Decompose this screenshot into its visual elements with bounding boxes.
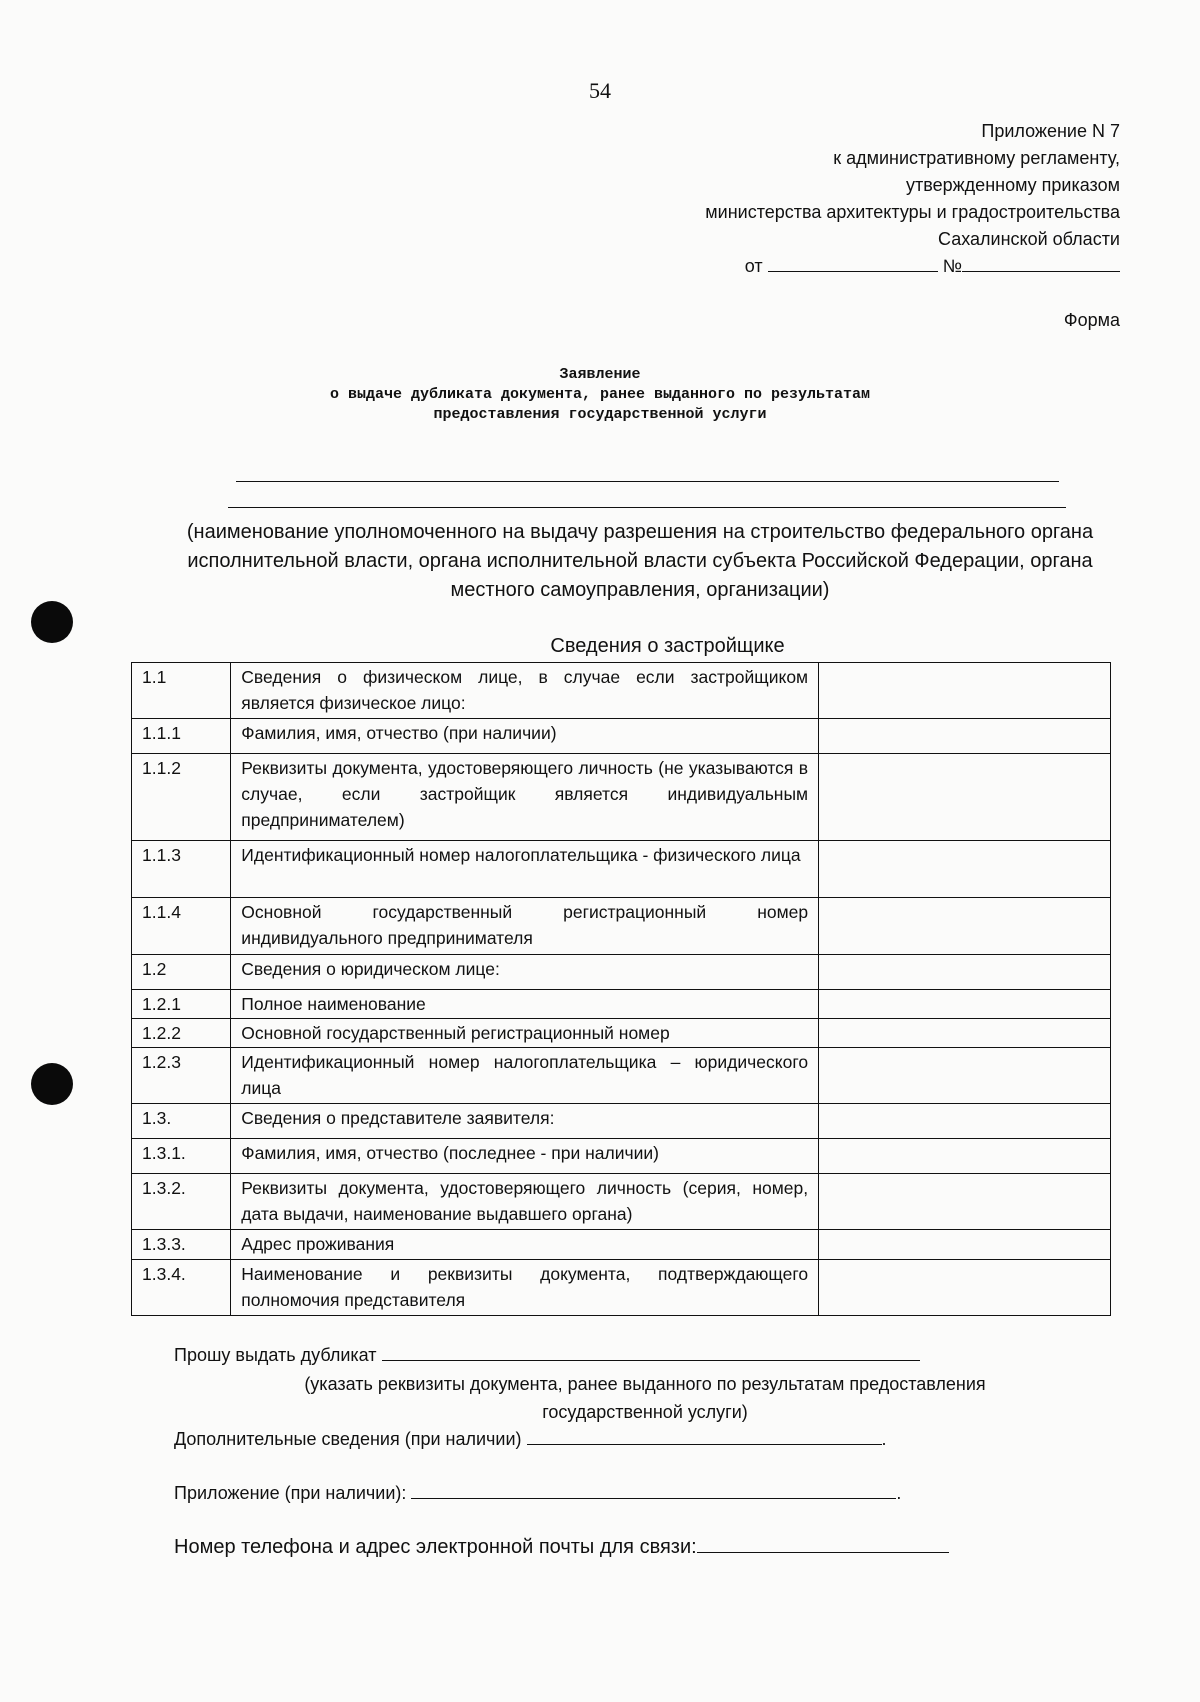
duplicate-note: (указать реквизиты документа, ранее выданного по результатам предоставления государственной услуги) bbox=[304, 1374, 986, 1422]
number-prefix: № bbox=[942, 256, 962, 276]
row-description: Идентификационный номер налогоплательщика - физического лица bbox=[231, 841, 819, 898]
attachment-line: Приложение (при наличии): . bbox=[174, 1480, 901, 1506]
document-title bbox=[0, 365, 1200, 425]
appendix-line-4: министерства архитектуры и градостроительства bbox=[705, 202, 1120, 222]
duplicate-label: Прошу выдать дубликат bbox=[174, 1345, 377, 1365]
appendix-line-5: Сахалинской области bbox=[938, 229, 1120, 249]
row-number: 1.2.1 bbox=[132, 990, 231, 1019]
table-row bbox=[132, 719, 1111, 754]
table-row bbox=[132, 1139, 1111, 1174]
duplicate-request-line bbox=[174, 1342, 920, 1368]
authority-name-line-1[interactable] bbox=[236, 481, 1059, 482]
attachment-field[interactable] bbox=[411, 1480, 896, 1499]
form-label: Форма bbox=[1063, 310, 1120, 330]
row-value-field[interactable] bbox=[819, 1104, 1111, 1139]
developer-info-table bbox=[131, 662, 1111, 1316]
binder-hole-bottom bbox=[31, 1063, 73, 1105]
table-row bbox=[132, 754, 1111, 841]
row-value-field[interactable] bbox=[819, 955, 1111, 990]
title-line-1: о выдаче дубликата документа, ранее выданного по результатам bbox=[329, 386, 871, 403]
row-description: Идентификационный номер налогоплательщика – юридического лица bbox=[231, 1048, 819, 1104]
table-row bbox=[132, 663, 1111, 719]
row-value-field[interactable] bbox=[819, 719, 1111, 754]
row-value-field[interactable] bbox=[819, 1139, 1111, 1174]
table-row bbox=[132, 1019, 1111, 1048]
additional-field[interactable] bbox=[527, 1426, 882, 1445]
row-value-field[interactable] bbox=[819, 898, 1111, 955]
appendix-line-1: Приложение N 7 bbox=[981, 121, 1120, 141]
row-value-field[interactable] bbox=[819, 1230, 1111, 1260]
contact-field[interactable] bbox=[697, 1534, 949, 1553]
row-value-field[interactable] bbox=[819, 1019, 1111, 1048]
table-row bbox=[132, 1104, 1111, 1139]
appendix-date-number-line bbox=[705, 253, 1120, 280]
table-row bbox=[132, 898, 1111, 955]
duplicate-field[interactable] bbox=[382, 1342, 920, 1361]
authority-name-line-2[interactable] bbox=[228, 507, 1066, 508]
authority-caption: (наименование уполномоченного на выдачу разрешения на строительство федерального органа исполнительной власти, органа исполнительной власти субъекта Российской Федерации, органа местного самоуправления, организации) bbox=[186, 521, 1094, 601]
row-number: 1.3.3. bbox=[132, 1230, 231, 1260]
row-value-field[interactable] bbox=[819, 1174, 1111, 1230]
row-value-field[interactable] bbox=[819, 663, 1111, 719]
table-row bbox=[132, 990, 1111, 1019]
contact-line bbox=[174, 1534, 949, 1560]
row-description: Адрес проживания bbox=[231, 1230, 819, 1260]
appendix-line-3: утвержденному приказом bbox=[906, 175, 1120, 195]
row-number: 1.2 bbox=[132, 955, 231, 990]
row-value-field[interactable] bbox=[819, 754, 1111, 841]
date-field[interactable] bbox=[768, 255, 938, 272]
row-number: 1.1.2 bbox=[132, 754, 231, 841]
row-number: 1.1 bbox=[132, 663, 231, 719]
title-heading: Заявление bbox=[559, 366, 641, 383]
table-row bbox=[132, 1230, 1111, 1260]
row-number: 1.3. bbox=[132, 1104, 231, 1139]
row-value-field[interactable] bbox=[819, 1260, 1111, 1316]
row-description: Сведения о юридическом лице: bbox=[231, 955, 819, 990]
row-description: Основной государственный регистрационный номер индивидуального предпринимателя bbox=[231, 898, 819, 955]
row-value-field[interactable] bbox=[819, 990, 1111, 1019]
row-number: 1.1.4 bbox=[132, 898, 231, 955]
phone-label: Номер телефона и адрес электронной почты для связи: bbox=[174, 1536, 697, 1558]
table-row bbox=[132, 841, 1111, 898]
row-description: Полное наименование bbox=[231, 990, 819, 1019]
row-description: Основной государственный регистрационный номер bbox=[231, 1019, 819, 1048]
row-number: 1.2.3 bbox=[132, 1048, 231, 1104]
table-row bbox=[132, 1048, 1111, 1104]
additional-info-line: Дополнительные сведения (при наличии) . bbox=[174, 1426, 887, 1452]
row-number: 1.3.2. bbox=[132, 1174, 231, 1230]
row-description: Сведения о представителе заявителя: bbox=[231, 1104, 819, 1139]
row-description: Реквизиты документа, удостоверяющего личность (серия, номер, дата выдачи, наименование выдавшего органа) bbox=[231, 1174, 819, 1230]
row-description: Реквизиты документа, удостоверяющего личность (не указываются в случае, если застройщик является индивидуальным предпринимателем) bbox=[231, 754, 819, 841]
section-title: Сведения о застройщике bbox=[550, 635, 785, 657]
page-number: 54 bbox=[589, 78, 611, 103]
table-row bbox=[132, 1174, 1111, 1230]
date-prefix: от bbox=[744, 256, 763, 276]
appendix-line-2: к административному регламенту, bbox=[833, 148, 1120, 168]
row-number: 1.1.1 bbox=[132, 719, 231, 754]
row-description: Фамилия, имя, отчество (последнее - при наличии) bbox=[231, 1139, 819, 1174]
row-number: 1.3.1. bbox=[132, 1139, 231, 1174]
row-number: 1.1.3 bbox=[132, 841, 231, 898]
row-description: Фамилия, имя, отчество (при наличии) bbox=[231, 719, 819, 754]
table-row bbox=[132, 1260, 1111, 1316]
row-number: 1.2.2 bbox=[132, 1019, 231, 1048]
attachment-label: Приложение (при наличии): bbox=[174, 1483, 407, 1503]
row-description: Наименование и реквизиты документа, подтверждающего полномочия представителя bbox=[231, 1260, 819, 1316]
row-description: Сведения о физическом лице, в случае если застройщиком является физическое лицо: bbox=[231, 663, 819, 719]
table-row bbox=[132, 955, 1111, 990]
row-value-field[interactable] bbox=[819, 1048, 1111, 1104]
additional-label: Дополнительные сведения (при наличии) bbox=[174, 1429, 522, 1449]
row-value-field[interactable] bbox=[819, 841, 1111, 898]
title-line-2: предоставления государственной услуги bbox=[433, 406, 767, 423]
row-number: 1.3.4. bbox=[132, 1260, 231, 1316]
appendix-block bbox=[705, 118, 1120, 280]
number-field[interactable] bbox=[962, 255, 1120, 272]
